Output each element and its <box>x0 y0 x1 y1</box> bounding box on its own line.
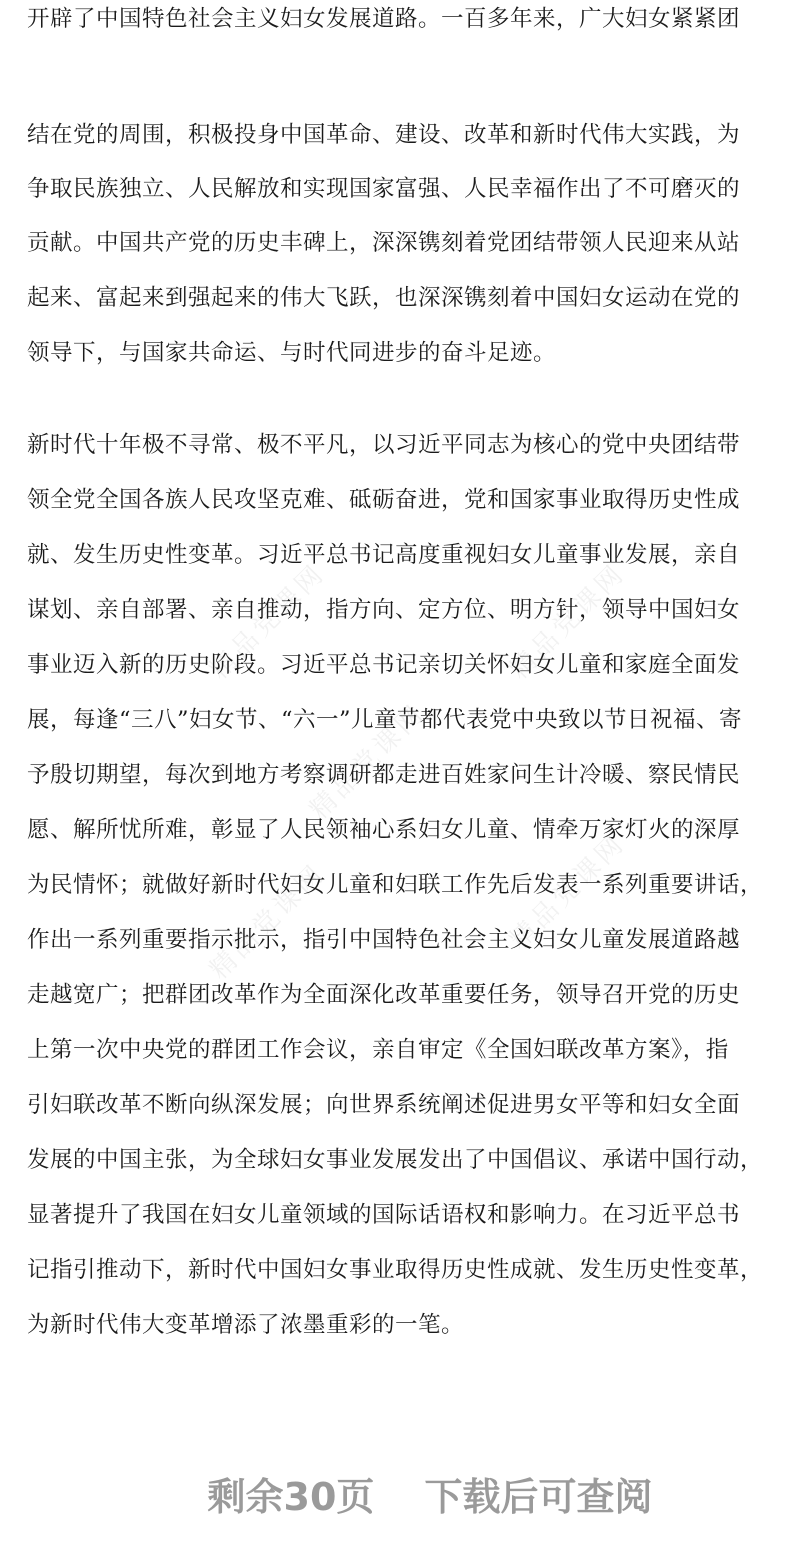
text-line: 开辟了中国特色社会主义妇女发展道路。一百多年来，广大妇女紧紧团 <box>27 6 741 32</box>
text-line: 新时代十年极不寻常、极不平凡，以习近平同志为核心的党中央团结带 <box>27 432 741 458</box>
download-hint-label: 下载后可查阅 <box>424 1475 653 1519</box>
text-line: 愿、解所忧所难，彰显了人民领袖心系妇女儿童、情牵万家灯火的深厚 <box>27 817 741 843</box>
text-line: 为新时代伟大变革增添了浓墨重彩的一笔。 <box>27 1312 465 1338</box>
text-line: 起来、富起来到强起来的伟大飞跃，也深深镌刻着中国妇女运动在党的 <box>27 285 741 311</box>
text-line: 记指引推动下，新时代中国妇女事业取得历史性成就、发生历史性变革， <box>27 1257 764 1283</box>
watermark: 精品党课网 <box>504 558 632 686</box>
remaining-pages-label: 剩余30页 <box>207 1475 375 1519</box>
text-line: 显著提升了我国在妇女儿童领域的国际话语权和影响力。在习近平总书 <box>27 1202 741 1228</box>
text-line: 领导下，与国家共命运、与时代同进步的奋斗足迹。 <box>27 340 557 366</box>
watermark: 精品党课网 <box>304 698 432 826</box>
text-line: 谋划、亲自部署、亲自推动，指方向、定方位、明方针，领导中国妇女 <box>27 597 741 623</box>
text-line: 作出一系列重要指示批示，指引中国特色社会主义妇女儿童发展道路越 <box>27 927 741 953</box>
text-line: 领全党全国各族人民攻坚克难、砥砺奋进，党和国家事业取得历史性成 <box>27 487 741 513</box>
text-line: 发展的中国主张，为全球妇女事业发展发出了中国倡议、承诺中国行动， <box>27 1147 764 1173</box>
text-line: 展，每逢“三八”妇女节、“六一”儿童节都代表党中央致以节日祝福、寄 <box>27 707 743 733</box>
watermark: 精品党课网 <box>204 858 332 986</box>
text-line: 引妇联改革不断向纵深发展；向世界系统阐述促进男女平等和妇女全面 <box>27 1092 741 1118</box>
watermark: 精品党课网 <box>504 828 632 956</box>
watermark: 精品党课网 <box>204 558 332 686</box>
text-line: 上第一次中央党的群团工作会议，亲自审定《全国妇联改革方案》，指 <box>27 1037 729 1063</box>
text-line: 争取民族独立、人民解放和实现国家富强、人民幸福作出了不可磨灭的 <box>27 176 741 202</box>
text-line: 走越宽广；把群团改革作为全面深化改革重要任务，领导召开党的历史 <box>27 982 741 1008</box>
download-banner[interactable] <box>0 1466 800 1521</box>
text-line: 予殷切期望，每次到地方考察调研都走进百姓家问生计冷暖、察民情民 <box>27 762 741 788</box>
text-line: 为民情怀；就做好新时代妇女儿童和妇联工作先后发表一系列重要讲话， <box>27 872 764 898</box>
text-line: 贡献。中国共产党的历史丰碑上，深深镌刻着党团结带领人民迎来从站 <box>27 230 741 256</box>
text-line: 结在党的周围，积极投身中国革命、建设、改革和新时代伟大实践，为 <box>27 122 741 148</box>
text-line: 就、发生历史性变革。习近平总书记高度重视妇女儿童事业发展，亲自 <box>27 542 741 568</box>
text-line: 事业迈入新的历史阶段。习近平总书记亲切关怀妇女儿童和家庭全面发 <box>27 652 741 678</box>
